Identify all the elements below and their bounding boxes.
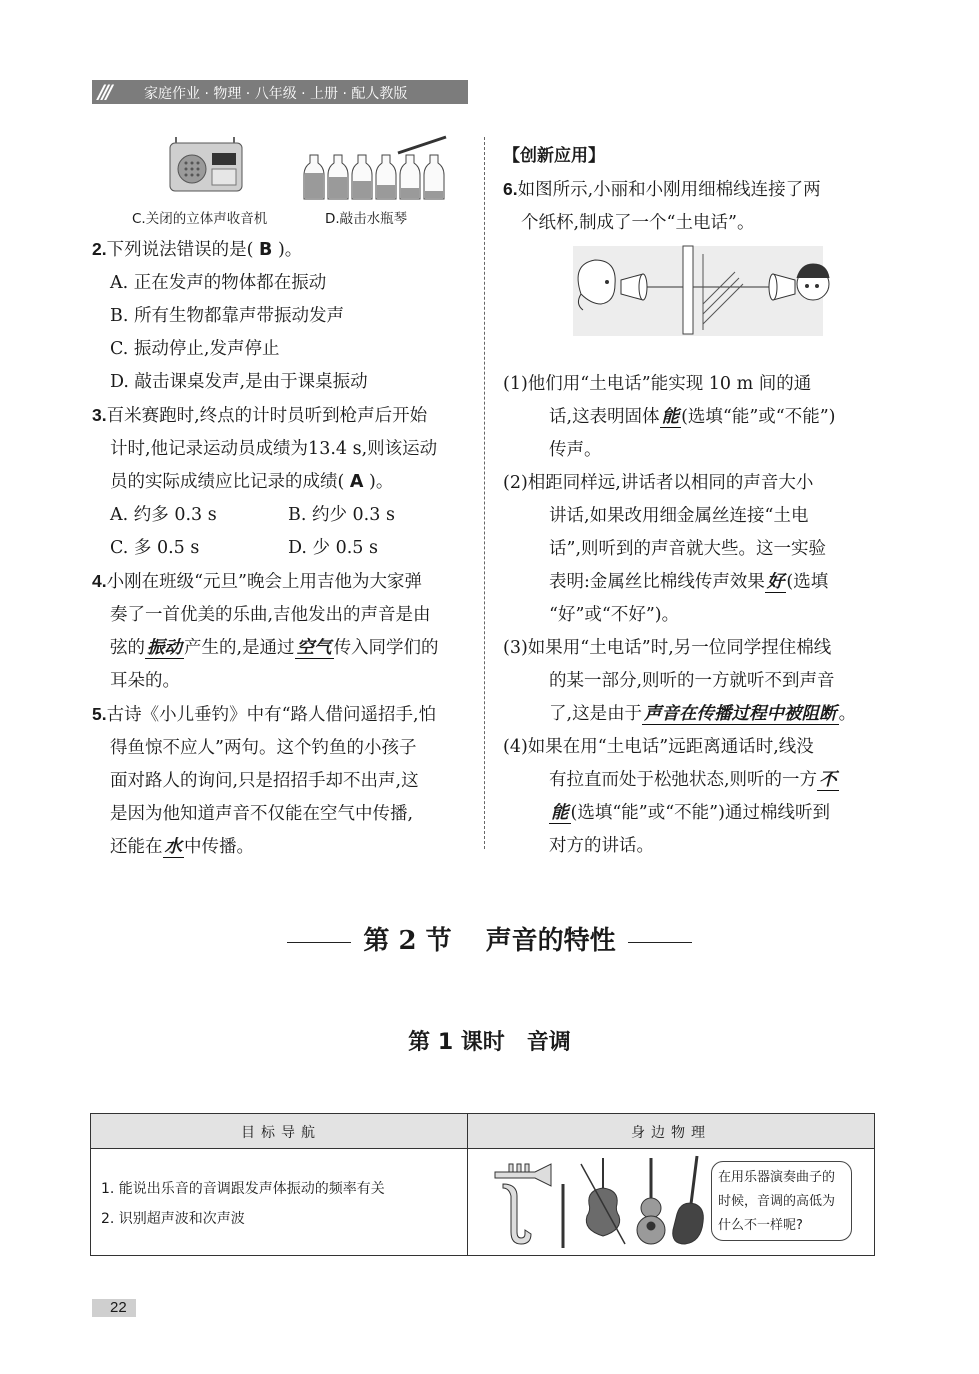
q6-sub4-line2: 有拉直而处于松弛状态,则听的一方 不 [549,770,837,790]
q3-option-b: B. 约少 0.3 s [288,505,395,525]
q4-line1: 4.小刚在班级“元旦”晚会上用吉他为大家弹 [92,571,423,592]
q6-line1: 6.如图所示,小丽和小刚用细棉线连接了两 [503,179,821,200]
trumpet-icon [495,1164,551,1186]
electric-guitar-icon [673,1156,704,1244]
bubble-line-1: 在用乐器演奏曲子的 [718,1170,836,1185]
q3-answer: A [349,472,364,492]
tin-can-phone-illustration [503,244,883,364]
title-rule-left [287,942,351,943]
q4-fill-2: 空气 [296,638,332,658]
page-number: 22 [92,1299,136,1317]
q2-option-d: D. 敲击课桌发声,是由于课桌振动 [110,372,368,392]
q3-line1: 3.百米赛跑时,终点的计时员听到枪声后开始 [92,405,428,426]
wall [683,246,693,334]
column-divider [484,137,485,849]
bubble-line-2: 时候，音调的高低为 [718,1194,836,1209]
table-header [91,1114,874,1149]
q3-line3: 员的实际成绩应比记录的成绩( A )。 [110,472,394,492]
q2-answer: B [259,240,273,260]
left-column [92,233,470,864]
q6-sub4-line4: 对方的讲话。 [549,836,654,856]
header-slashes: /// [98,81,110,103]
q2-option-a: A. 正在发声的物体都在振动 [110,273,327,293]
water-levels [305,173,443,198]
q4-fill-1: 振动 [147,638,182,658]
q6-sub2-line4: 表明:金属丝比棉线传声效果 好 (选填 [549,572,829,592]
table-head-left: 目标导航 [241,1125,321,1141]
q3-option-d: D. 少 0.5 s [288,538,378,558]
figure-tin-can-phone [503,240,883,368]
q3-options-cd [92,532,470,565]
q6-sub3-line2: 的某一部分,则听的一方就听不到声音 [549,671,835,691]
caption-d: D.敲击水瓶琴 [325,211,408,227]
q5-line2: 得鱼惊不应人”两句。这个钓鱼的小孩子 [110,738,417,758]
lesson-title: 第 1 课时 音调 [408,1030,571,1055]
q6-sub1-fill: 能 [661,407,680,427]
q6-sub1-line3: 传声。 [549,440,602,460]
q6-sub4-line1: (4)如果在用“土电话”远距离通话时,线没 [503,737,814,757]
q6-sub3-fill: 声音在传播过程中被阻断 [644,704,837,724]
q6-sub4-fill-2: 能 [551,803,569,823]
instruments-illustration [491,1154,711,1250]
q6-sub2-fill: 好 [766,572,785,592]
title-rule-right [628,942,692,943]
water-bottles-icon [304,155,444,199]
q4-line3: 弦的 振动 产生的,是通过 空气 传入同学们的 [110,638,439,658]
section-label: 【创新应用】 [503,146,605,166]
q6-sub1-line1: (1)他们用“土电话”能实现 10 m 间的通 [503,374,812,394]
q6-sub2-line5: “好”或“不好”)。 [549,605,680,625]
goal-1: 1. 能说出乐音的音调跟发声体振动的频率有关 [101,1181,385,1197]
section-name: 声音的特性 [485,926,616,956]
q6-sub3-line3: 了,这是由于 声音在传播过程中被阻断 。 [549,704,857,724]
section-number: 第 2 节 [363,926,452,956]
header-title: 家庭作业 · 物理 · 八年级 · 上册 · 配人教版 [144,86,408,102]
q6-sub2-line3: 话”,则听到的声音就大些。这一实验 [549,539,827,559]
goal-2: 2. 识别超声波和次声波 [101,1211,245,1227]
q5-line5: 还能在 水 中传播。 [110,837,254,857]
acoustic-guitar-icon [637,1158,665,1244]
radio-icon [170,137,242,191]
q2-option-c: C. 振动停止,发声停止 [110,339,280,359]
q3-line2: 计时,他记录运动员成绩为13.4 s,则该运动 [110,439,438,459]
boy-icon [797,264,829,300]
table-column-divider [467,1114,468,1255]
q6-sub1-line2: 话,这表明固体 能 (选填“能”或“不能”) [549,407,836,427]
q3-option-c: C. 多 0.5 s [110,538,200,558]
q4-line2: 奏了一首优美的乐曲,吉他发出的声音是由 [110,605,431,625]
thought-bubble [711,1161,852,1241]
section-title [0,920,979,957]
q2-option-b: B. 所有生物都靠声带振动发声 [110,306,344,326]
table-head-right: 身边物理 [631,1125,711,1141]
q6-sub4-line3: 能 (选填“能”或“不能”)通过棉线听到 [551,803,830,823]
right-column [503,140,883,863]
q5-line3: 面对路人的询问,只是招招手却不出声,这 [110,771,419,791]
q6-sub3-line1: (3)如果用“土电话”时,另一位同学捏住棉线 [503,638,832,658]
bubble-line-3: 什么不一样呢? [718,1218,803,1233]
q6-sub2-line2: 讲话,如果改用细金属丝连接“土电 [549,506,809,526]
q5-fill: 水 [164,837,182,857]
q2-stem: 2.下列说法错误的是( B )。 [92,239,303,260]
q6-line2: 个纸杯,制成了一个“土电话”。 [521,213,755,233]
q5-line4: 是因为他知道声音不仅能在空气中传播, [110,804,414,824]
saxophone-icon [503,1184,531,1244]
q6-sub2-line1: (2)相距同样远,讲话者以相同的声音大小 [503,473,814,493]
q4-line4: 耳朵的。 [110,671,180,691]
running-header [92,80,468,104]
violin-icon [581,1158,625,1244]
striking-stick [398,137,446,153]
q6-sub4-fill-1: 不 [819,770,837,790]
q5-line1: 5.古诗《小儿垂钓》中有“路人借问遥招手,怕 [92,704,437,725]
q3-option-a: A. 约多 0.3 s [110,505,217,525]
caption-c: C.关闭的立体声收音机 [132,211,268,227]
q3-options-ab [92,499,470,532]
